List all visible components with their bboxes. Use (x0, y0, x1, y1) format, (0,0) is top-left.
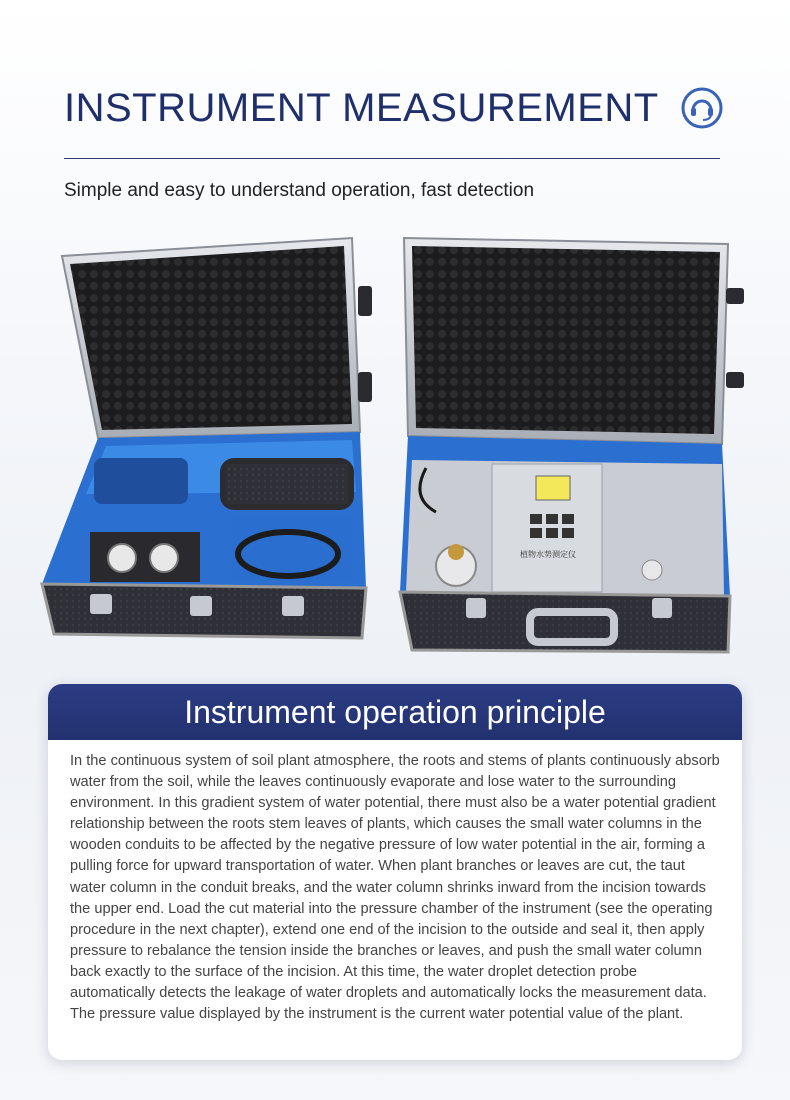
headset-support-icon (680, 86, 724, 130)
right-case (400, 238, 744, 652)
principle-card (48, 684, 742, 1060)
page-title: INSTRUMENT MEASUREMENT (64, 86, 659, 130)
page-header (64, 86, 720, 130)
instrument-cases-photo (40, 232, 752, 668)
principle-body: In the continuous system of soil plant atmosphere, the roots and stems of plants continuously absorb water from the soil, while the leaves continuously evaporate and lose water to the surrounding environment. In this gradient system of water potential, there must also be a water potential gradient relationship between the roots stem leaves of plants, which causes the small water columns in the wooden conduits to be affected by the negative pressure of low water potential in the air, forming a pulling force for upward transportation of water. When plant branches or leaves are cut, the taut water column in the conduit breaks, and the water column shrinks inward from the incision towards the upper end. Load the cut material into the pressure chamber of the instrument (see the operating procedure in the next chapter), extend one end of the incision to the outside and seal it, then apply pressure to rebalance the tension inside the branches or leaves, and push the small water column back exactly to the surface of the incision. At this time, the water droplet detection probe automatically detects the leakage of water droplets and automatically locks the measurement data. The pressure value displayed by the instrument is the current water potential value of the plant. (70, 753, 720, 1023)
principle-heading: Instrument operation principle (48, 684, 742, 740)
left-case (42, 238, 372, 638)
page-subtitle: Simple and easy to understand operation, fast detection (64, 180, 535, 201)
header-divider (64, 158, 720, 159)
panel-title: 植物水势测定仪 (520, 550, 576, 559)
